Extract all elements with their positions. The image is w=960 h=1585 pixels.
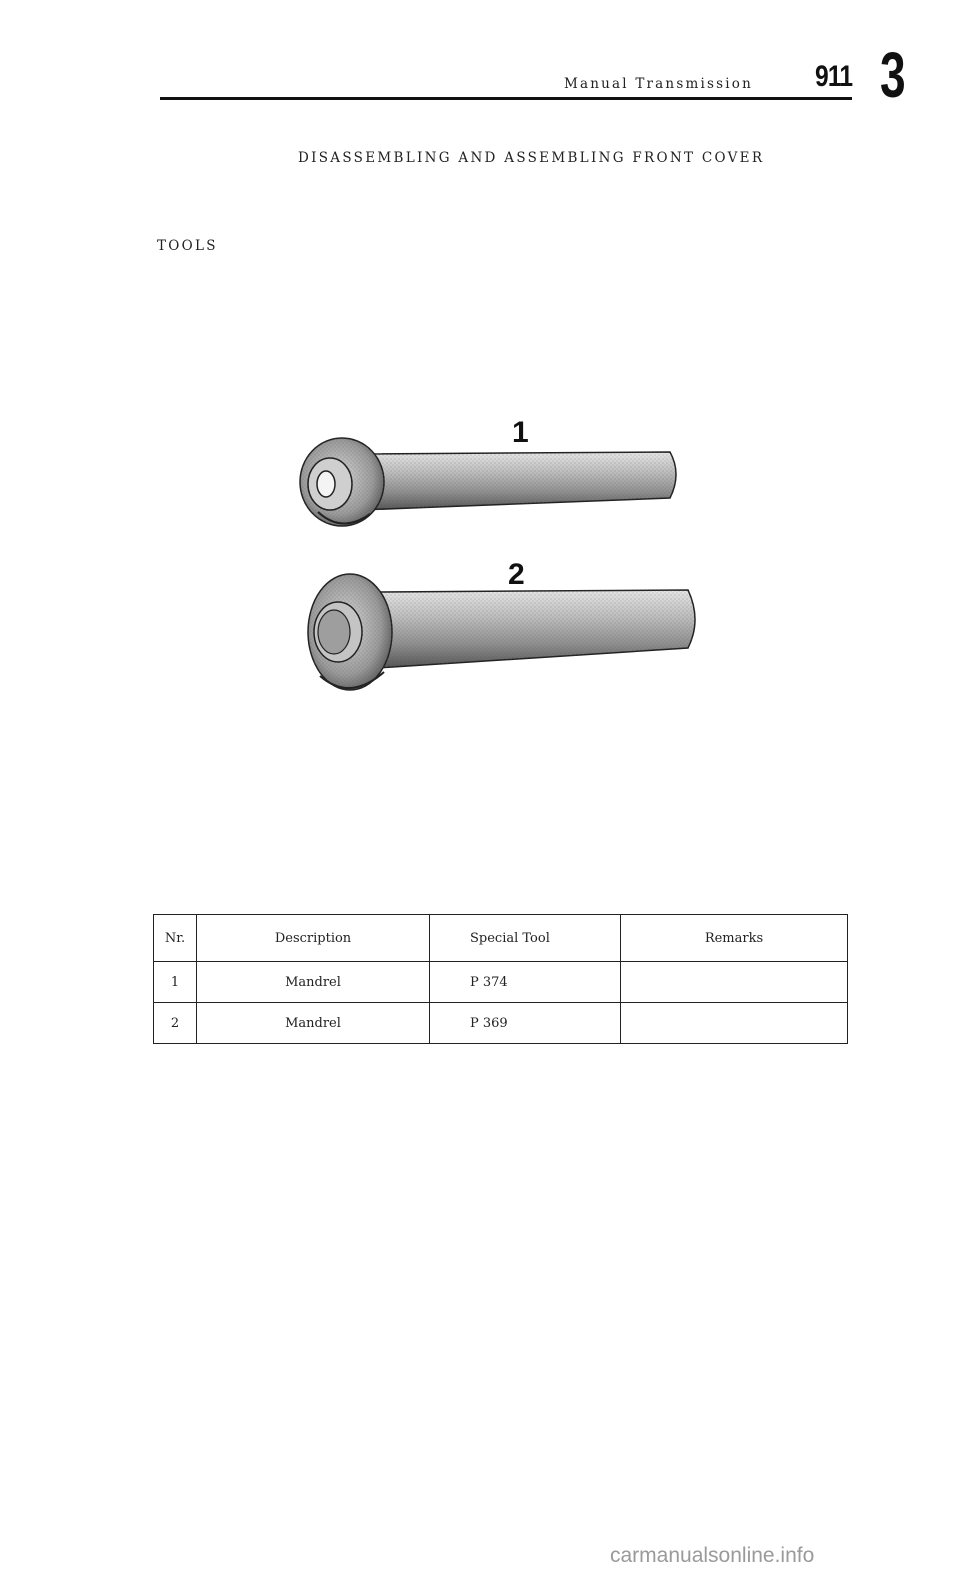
table-row [154,962,848,1003]
mandrel-1 [300,438,676,526]
row-description: Mandrel [197,962,430,1003]
table-header-row [154,915,848,962]
header-nr: Nr. [154,915,197,962]
header-special-tool: Special Tool [430,915,621,962]
header-rule [160,97,852,100]
tools-table [153,914,848,1044]
tool-label-1: 1 [512,416,529,449]
row-remarks [621,962,848,1003]
table-row [154,1003,848,1044]
tools-illustration [290,410,720,700]
watermark: carmanualsonline.info [610,1544,815,1567]
mandrel-2 [308,574,695,690]
model-number: 911 [815,60,853,93]
mandrel-drawing [290,410,720,700]
row-nr: 1 [154,962,197,1003]
tool-label-2: 2 [508,558,525,591]
row-nr: 2 [154,1003,197,1044]
header-description: Description [197,915,430,962]
section-title: Manual Transmission [564,76,753,92]
chapter-number: 3 [880,39,906,111]
row-special-tool: P 369 [430,1003,621,1044]
tools-label: TOOLS [157,238,218,254]
row-description: Mandrel [197,1003,430,1044]
row-remarks [621,1003,848,1044]
header-remarks: Remarks [621,915,848,962]
page-heading: DISASSEMBLING AND ASSEMBLING FRONT COVER [298,150,765,166]
row-special-tool: P 374 [430,962,621,1003]
